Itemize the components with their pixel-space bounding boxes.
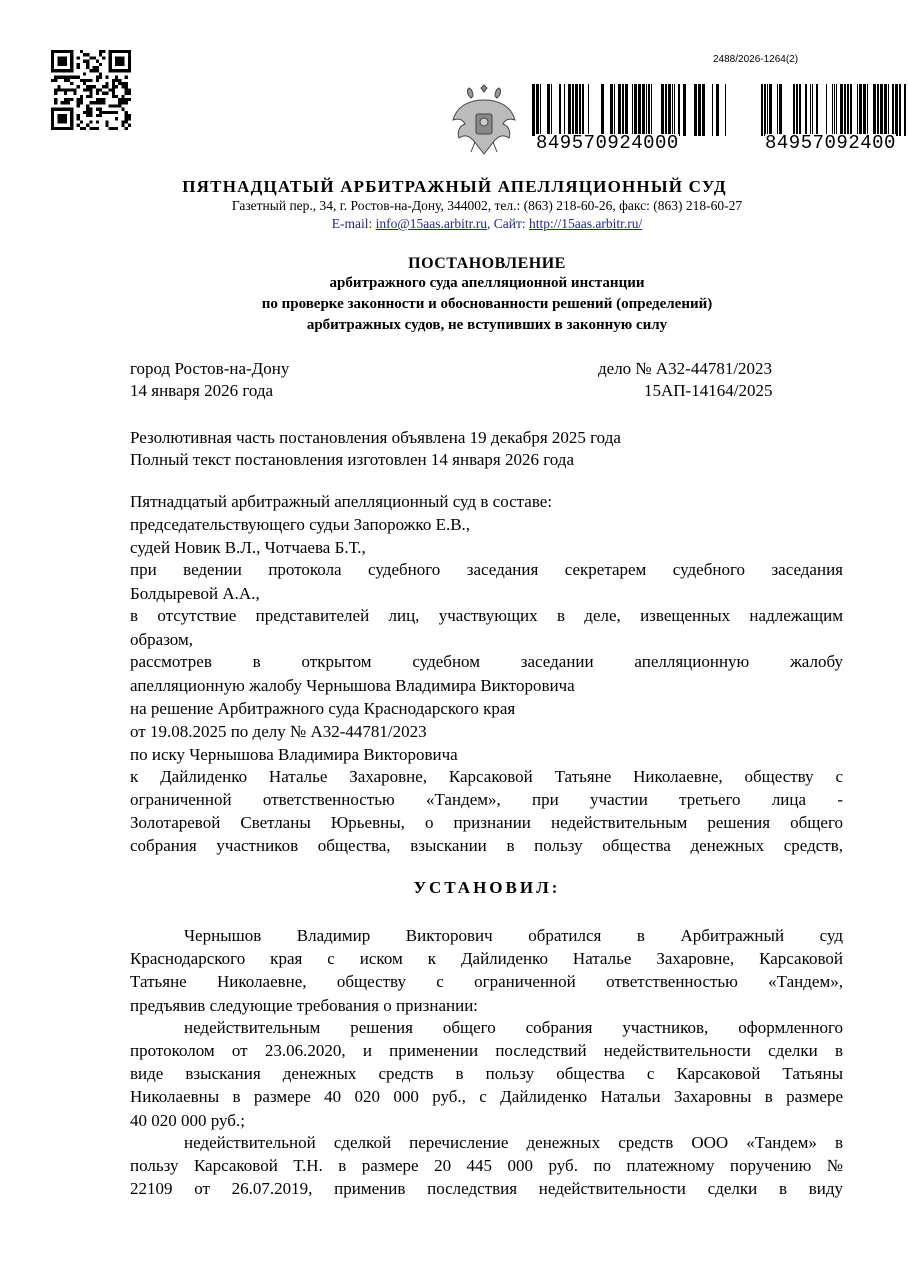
barcode-1-number: 849570924000 bbox=[536, 132, 679, 154]
composition-line: ограниченной ответственностью «Тандем», при участии третьего лица - bbox=[130, 790, 843, 809]
barcode-2-number: 84957092400 bbox=[765, 132, 896, 154]
qr-code bbox=[51, 50, 131, 130]
composition-line: на решение Арбитражного суда Краснодарского края bbox=[130, 699, 516, 718]
body-line: недействительным решения общего собрания участников, оформленного bbox=[184, 1018, 843, 1037]
title-line-1: арбитражного суда апелляционной инстанции bbox=[329, 275, 645, 291]
body-line: Николаевны в размере 40 020 000 руб., с Дайлиденко Натальи Захаровны в размере bbox=[130, 1087, 843, 1106]
body-line: пользу Карсаковой Т.Н. в размере 20 445 000 руб. по платежному поручению № bbox=[130, 1156, 843, 1175]
body-line: недействительной сделкой перечисление денежных средств ООО «Тандем» в bbox=[184, 1133, 843, 1152]
coat-of-arms-emblem bbox=[449, 84, 519, 160]
composition-line: от 19.08.2025 по делу № А32-44781/2023 bbox=[130, 722, 427, 741]
composition-line: по иску Чернышова Владимира Викторовича bbox=[130, 745, 458, 764]
fulltext-date: Полный текст постановления изготовлен 14 января 2026 года bbox=[130, 450, 574, 469]
barcode-1 bbox=[530, 84, 730, 156]
email-label: E-mail: bbox=[331, 216, 376, 231]
composition-line: апелляционную жалобу Чернышова Владимира Викторовича bbox=[130, 676, 575, 695]
case-number: дело № А32-44781/2023 bbox=[598, 359, 773, 378]
composition-line: судей Новик В.Л., Чотчаева Б.Т., bbox=[130, 538, 366, 557]
court-name: ПЯТНАДЦАТЫЙ АРБИТРАЖНЫЙ АПЕЛЛЯЦИОННЫЙ СУД bbox=[182, 177, 727, 196]
barcode-2 bbox=[759, 84, 909, 156]
title-line-2: по проверке законности и обоснованности решений (определений) bbox=[261, 296, 713, 312]
composition-line: председательствующего судьи Запорожко Е.В., bbox=[130, 515, 471, 534]
composition-line: в отсутствие представителей лиц, участвующих в деле, извещенных надлежащим bbox=[130, 606, 843, 625]
body-line: предъявив следующие требования о признании: bbox=[130, 996, 479, 1015]
body-line: протоколом от 23.06.2020, и применении последствий недействительности сделки в bbox=[130, 1041, 843, 1060]
title-line-3: арбитражных судов, не вступивших в законную силу bbox=[306, 317, 668, 333]
court-address: Газетный пер., 34, г. Ростов-на-Дону, 344002, тел.: (863) 218-60-26, факс: (863) 218-60-27 bbox=[231, 198, 743, 213]
email-link[interactable]: info@15aas.arbitr.ru bbox=[375, 216, 488, 231]
appeal-number: 15АП-14164/2025 bbox=[644, 381, 773, 400]
body-line: Чернышов Владимир Викторович обратился в Арбитражный суд bbox=[184, 926, 843, 945]
composition-line: Золотаревой Светланы Юрьевны, о признании недействительным решения общего bbox=[130, 813, 843, 832]
site-link[interactable]: http://15aas.arbitr.ru/ bbox=[529, 216, 643, 231]
composition-line: Болдыревой А.А., bbox=[130, 584, 260, 603]
resolution-date: Резолютивная часть постановления объявлена 19 декабря 2025 года bbox=[130, 428, 621, 447]
document-id: 2488/2026-1264(2) bbox=[713, 54, 799, 65]
composition-line: образом, bbox=[130, 630, 193, 649]
document-title: ПОСТАНОВЛЕНИЕ bbox=[408, 255, 566, 272]
composition-line: при ведении протокола судебного заседания секретарем судебного заседания bbox=[130, 560, 843, 579]
city: город Ростов-на-Дону bbox=[130, 359, 290, 378]
body-line: Татьяне Николаевне, обществу с ограниченной ответственностью «Тандем», bbox=[130, 972, 843, 991]
section-heading-ustanovil: УСТАНОВИЛ: bbox=[413, 878, 561, 897]
composition-line: собрания участников общества, взыскании в пользу общества денежных средств, bbox=[130, 836, 843, 855]
composition-line: рассмотрев в открытом судебном заседании апелляционную жалобу bbox=[130, 652, 843, 671]
court-contacts bbox=[0, 216, 909, 232]
body-line: 22109 от 26.07.2019, применив последствия недействительности сделки в виду bbox=[130, 1179, 843, 1198]
composition-line: к Дайлиденко Наталье Захаровне, Карсаковой Татьяне Николаевне, обществу с bbox=[130, 767, 843, 786]
site-label: , Сайт: bbox=[487, 216, 530, 231]
body-line: 40 020 000 руб.; bbox=[130, 1111, 245, 1130]
body-line: Краснодарского края с иском к Дайлиденко Наталье Захаровне, Карсаковой bbox=[130, 949, 843, 968]
date: 14 января 2026 года bbox=[130, 381, 274, 400]
body-line: виде взыскания денежных средств в пользу общества с Карсаковой Татьяны bbox=[130, 1064, 843, 1083]
composition-line: Пятнадцатый арбитражный апелляционный суд в составе: bbox=[130, 492, 553, 511]
